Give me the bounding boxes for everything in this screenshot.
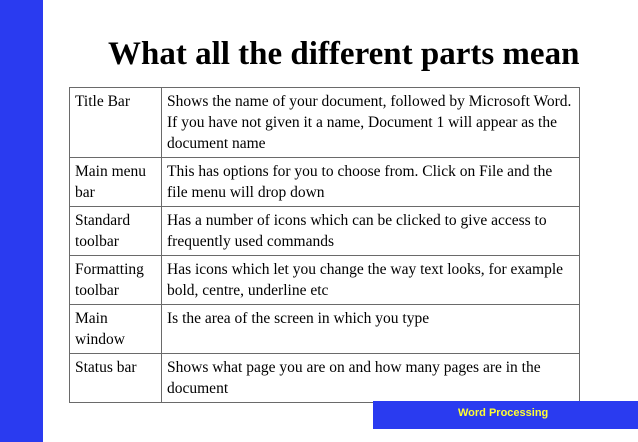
table-row — [70, 207, 580, 256]
part-name-cell: Standard toolbar — [70, 207, 162, 256]
part-name-cell: Main window — [70, 305, 162, 354]
left-accent-bar — [0, 0, 43, 442]
part-description-cell: Is the area of the screen in which you type — [162, 305, 580, 354]
part-name-cell: Status bar — [70, 354, 162, 403]
table-row — [70, 354, 580, 403]
part-description-cell: Has a number of icons which can be clicked to give access to frequently used commands — [162, 207, 580, 256]
part-name-cell: Title Bar — [70, 88, 162, 158]
part-description-cell: This has options for you to choose from. Click on File and the file menu will drop down — [162, 158, 580, 207]
part-description-cell: Shows the name of your document, followed by Microsoft Word. If you have not given it a name, Document 1 will appear as the document name — [162, 88, 580, 158]
slide-title: What all the different parts mean — [108, 36, 580, 72]
footer-label: Word Processing — [458, 407, 549, 419]
table-row — [70, 158, 580, 207]
part-description-cell: Has icons which let you change the way text looks, for example bold, centre, underline etc — [162, 256, 580, 305]
table-row — [70, 88, 580, 158]
part-name-cell: Formatting toolbar — [70, 256, 162, 305]
table-row — [70, 256, 580, 305]
part-description-cell: Shows what page you are on and how many pages are in the document — [162, 354, 580, 403]
part-name-cell: Main menu bar — [70, 158, 162, 207]
parts-table — [69, 87, 580, 403]
table-row — [70, 305, 580, 354]
